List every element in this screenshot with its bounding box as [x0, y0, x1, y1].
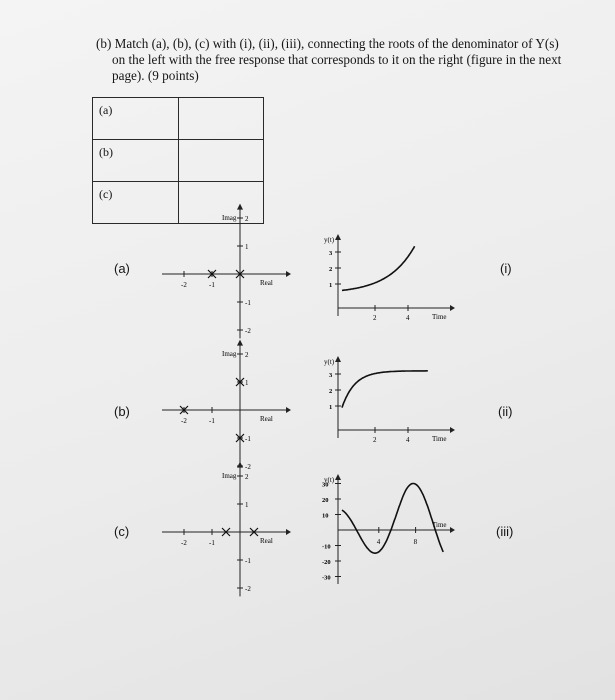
x-tick-label: -1: [209, 417, 215, 425]
answer-cell[interactable]: [179, 98, 264, 140]
y-tick-label: -1: [245, 299, 251, 307]
y-tick-label: 30: [322, 481, 329, 489]
real-axis-arrow: [286, 271, 291, 277]
answer-table: [92, 97, 264, 224]
y-tick-label: 3: [329, 250, 333, 257]
y-tick-label: -2: [245, 585, 251, 593]
response-curve: [342, 246, 415, 290]
x-tick-label: 2: [373, 314, 377, 322]
imag-axis-label: Imag: [222, 472, 237, 480]
y-axis-label: y(t): [324, 476, 335, 484]
answer-row-a: [93, 98, 264, 140]
y-tick-label: -10: [322, 543, 331, 551]
plot-label-iii: (iii): [496, 524, 514, 539]
plot-label-ii: (ii): [498, 404, 513, 419]
plot-label-b: (b): [114, 404, 130, 419]
y-axis-arrow: [335, 356, 341, 362]
y-tick-label: 1: [245, 379, 249, 387]
question-line-1: (b) Match (a), (b), (c) with (i), (ii), (iii), connecting the roots of the denominator of Y(s): [96, 36, 559, 51]
real-axis-arrow: [286, 407, 291, 413]
x-axis-label: Time: [432, 313, 447, 321]
real-axis-label: Real: [260, 537, 273, 545]
x-axis-arrow: [450, 427, 455, 433]
plot-label-a: (a): [114, 261, 130, 276]
x-axis-label: Time: [432, 435, 447, 443]
y-tick-label: -30: [322, 574, 331, 582]
plot-label-c: (c): [114, 524, 130, 539]
answer-row-label: (c): [93, 182, 179, 224]
question-text: [96, 36, 576, 84]
y-tick-label: 2: [329, 388, 333, 395]
y-tick-label: -1: [245, 435, 251, 443]
x-tick-label: -2: [181, 281, 187, 289]
response-plot-i: [310, 228, 455, 338]
response-curve: [342, 371, 428, 408]
y-tick-label: -20: [322, 559, 331, 566]
y-tick-label: 2: [245, 215, 249, 223]
real-axis-arrow: [286, 529, 291, 535]
y-tick-label: 20: [322, 497, 329, 504]
x-tick-label: 8: [413, 538, 418, 546]
question-line-3: page). (9 points): [112, 68, 199, 83]
pole-zero-plot-b: [160, 350, 290, 478]
answer-row-b: [93, 140, 264, 182]
answer-row-c: [93, 182, 264, 224]
imag-axis-label: Imag: [222, 350, 237, 358]
answer-row-label: (a): [93, 98, 179, 140]
plot-label-i: (i): [500, 261, 512, 276]
x-tick-label: -1: [209, 281, 215, 289]
y-axis-label: y(t): [324, 236, 335, 244]
x-tick-label: 4: [406, 436, 410, 444]
y-tick-label: 2: [245, 473, 249, 481]
y-tick-label: 2: [245, 351, 249, 359]
y-tick-label: -2: [245, 327, 251, 335]
response-curve: [342, 484, 443, 554]
imag-axis-label: Imag: [222, 214, 237, 222]
x-tick-label: 2: [373, 436, 377, 444]
answer-cell[interactable]: [179, 182, 264, 224]
x-tick-label: -1: [209, 539, 215, 547]
y-tick-label: -2: [245, 463, 251, 471]
real-axis-label: Real: [260, 415, 273, 423]
real-axis-label: Real: [260, 279, 273, 287]
y-tick-label: 10: [322, 512, 329, 520]
y-axis-arrow: [335, 234, 341, 240]
y-tick-label: 2: [329, 266, 333, 273]
response-plot-iii: [310, 470, 455, 590]
answer-cell[interactable]: [179, 140, 264, 182]
y-tick-label: 1: [245, 501, 249, 509]
response-plot-ii: [310, 350, 455, 460]
x-tick-label: -2: [181, 539, 187, 547]
pole-zero-plot-c: [160, 472, 290, 600]
y-axis-label: y(t): [324, 358, 335, 366]
x-axis-label: Time: [432, 521, 447, 529]
y-tick-label: 1: [245, 243, 249, 251]
y-tick-label: 3: [329, 372, 333, 379]
y-tick-label: 1: [329, 282, 333, 289]
question-line-2: on the left with the free response that corresponds to it on the right (figure in the next: [112, 52, 562, 67]
x-axis-arrow: [450, 527, 455, 533]
pole-zero-plot-a: [160, 214, 290, 342]
y-tick-label: 1: [329, 404, 333, 411]
x-tick-label: 4: [406, 314, 410, 322]
answer-row-label: (b): [93, 140, 179, 182]
x-tick-label: 4: [376, 538, 381, 546]
y-axis-arrow: [335, 474, 341, 480]
x-tick-label: -2: [181, 417, 187, 425]
y-tick-label: -1: [245, 557, 251, 565]
x-axis-arrow: [450, 305, 455, 311]
